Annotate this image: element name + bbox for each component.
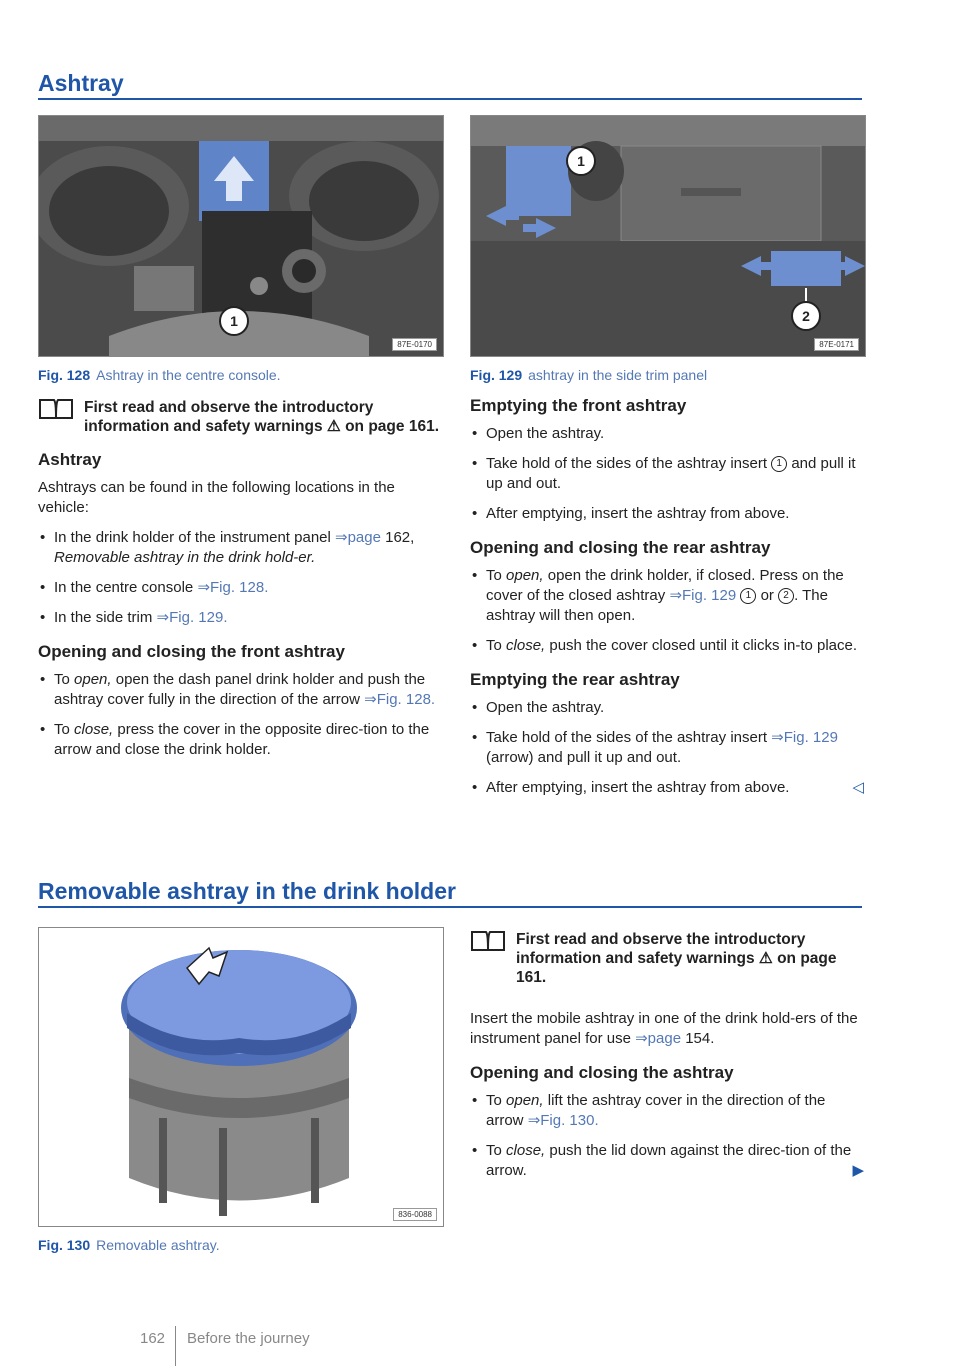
list-item: • In the centre console ⇒Fig. 128.	[38, 578, 442, 598]
fig129-marker-2: 2	[802, 308, 810, 324]
book-icon	[470, 930, 506, 952]
warning-triangle-icon: ⚠	[326, 418, 341, 435]
list-item: • To close, push the lid down against the direc-tion of the arrow. ▶	[470, 1141, 864, 1181]
left-column	[38, 398, 442, 770]
fig-link[interactable]: ⇒Fig. 130.	[527, 1112, 599, 1129]
fig128-marker-1: 1	[230, 313, 238, 329]
callout-1-icon: 1	[771, 456, 787, 472]
page-link[interactable]: ⇒page	[335, 529, 381, 546]
note-text-1: First read and observe the introductory	[84, 399, 374, 416]
note-text-2: information and safety warnings	[516, 950, 755, 967]
figure-caption-text: Removable ashtray.	[96, 1237, 220, 1253]
figure-128-caption	[38, 367, 281, 383]
warning-triangle-icon: ⚠	[758, 950, 773, 967]
section-title-removable-ashtray: Removable ashtray in the drink holder	[38, 878, 456, 904]
fig-link[interactable]: ⇒Fig. 128.	[197, 579, 269, 596]
figure-128-image	[38, 115, 444, 357]
figure-130-image	[38, 927, 444, 1227]
fig-link[interactable]: ⇒Fig. 129	[771, 729, 838, 746]
paragraph: Insert the mobile ashtray in one of the drink hold-ers of the instrument panel for use ⇒page 154.	[470, 1010, 858, 1047]
section-rule	[38, 906, 862, 908]
fig-link[interactable]: ⇒Fig. 129	[669, 587, 737, 604]
section-end-icon: ◁	[852, 779, 864, 796]
note-text-on: on	[345, 418, 365, 435]
figure-129-image	[470, 115, 866, 357]
heading-emptying-front: Emptying the front ashtray	[470, 396, 687, 415]
book-icon	[38, 398, 74, 420]
heading-front-ashtray: Opening and closing the front ashtray	[38, 642, 345, 661]
footer-divider	[175, 1326, 176, 1366]
callout-2-icon: 2	[778, 588, 794, 604]
right-column	[470, 392, 864, 808]
note-text-on: on	[777, 950, 797, 967]
list-item: • Take hold of the sides of the ashtray insert 1 and pull it up and out.	[470, 454, 864, 494]
intro-note	[470, 930, 864, 987]
figure-129-caption	[470, 367, 707, 383]
page-link[interactable]: ⇒page	[635, 1030, 682, 1047]
list-item: • After emptying, insert the ashtray from above. ◁	[470, 778, 864, 798]
list-item: • In the drink holder of the instrument panel ⇒page 162, Removable ashtray in the drink hold-er.	[38, 528, 442, 568]
heading-rear-ashtray: Opening and closing the rear ashtray	[470, 538, 771, 557]
heading-opening-closing: Opening and closing the ashtray	[470, 1063, 734, 1082]
list-item: • To close, press the cover in the opposite direc-tion to the arrow and close the drink holder.	[38, 720, 442, 760]
list-item: • Open the ashtray.	[470, 424, 864, 444]
fig-link[interactable]: ⇒Fig. 129.	[156, 609, 228, 626]
list-item: • To close, push the cover closed until it clicks in-to place.	[470, 636, 864, 656]
figure-code: 87E-0170	[392, 338, 437, 351]
figure-code: 87E-0171	[814, 338, 859, 351]
figure-caption-text: ashtray in the side trim panel	[528, 367, 708, 383]
list-item: • To open, open the dash panel drink holder and push the ashtray cover fully in the direction of the arrow ⇒Fig. 128.	[38, 670, 442, 710]
fig-link[interactable]: ⇒Fig. 128.	[364, 691, 436, 708]
footer-chapter: Before the journey	[187, 1330, 310, 1347]
section-title-ashtray: Ashtray	[38, 70, 124, 96]
section-rule	[38, 98, 862, 100]
page-number: 162	[140, 1330, 166, 1347]
list-item: • Open the ashtray.	[470, 698, 864, 718]
footer	[140, 1330, 165, 1347]
figure-number: Fig. 128	[38, 367, 91, 383]
list-item: • After emptying, insert the ashtray from above.	[470, 504, 864, 524]
note-page-ref: page 161.	[516, 950, 837, 986]
list-item: • To open, open the drink holder, if closed. Press on the cover of the closed ashtray ⇒Fig. 129 1 or 2 . The ashtray will then open.	[470, 566, 864, 626]
fig129-marker-1: 1	[577, 153, 585, 169]
continue-arrow-icon: ▶	[852, 1162, 864, 1179]
note-text-2: information and safety warnings	[84, 418, 323, 435]
figure-number: Fig. 130	[38, 1237, 91, 1253]
figure-130-caption	[38, 1237, 220, 1253]
figure-caption-text: Ashtray in the centre console.	[96, 367, 281, 383]
heading-emptying-rear: Emptying the rear ashtray	[470, 670, 680, 689]
figure-number: Fig. 129	[470, 367, 523, 383]
note-text-1: First read and observe the introductory	[516, 931, 806, 948]
figure-code: 836-0088	[393, 1208, 437, 1221]
right-column-2	[470, 930, 864, 1191]
list-item: • To open, lift the ashtray cover in the direction of the arrow ⇒Fig. 130.	[470, 1091, 864, 1131]
note-page-ref: page 161.	[368, 418, 439, 435]
list-item: • In the side trim ⇒Fig. 129.	[38, 608, 442, 628]
intro-paragraph: Ashtrays can be found in the following locations in the vehicle:	[38, 479, 395, 516]
callout-1-icon: 1	[740, 588, 756, 604]
heading-ashtray: Ashtray	[38, 450, 102, 469]
list-item: • Take hold of the sides of the ashtray insert ⇒Fig. 129 (arrow) and pull it up and out.	[470, 728, 864, 768]
intro-note	[38, 398, 442, 436]
